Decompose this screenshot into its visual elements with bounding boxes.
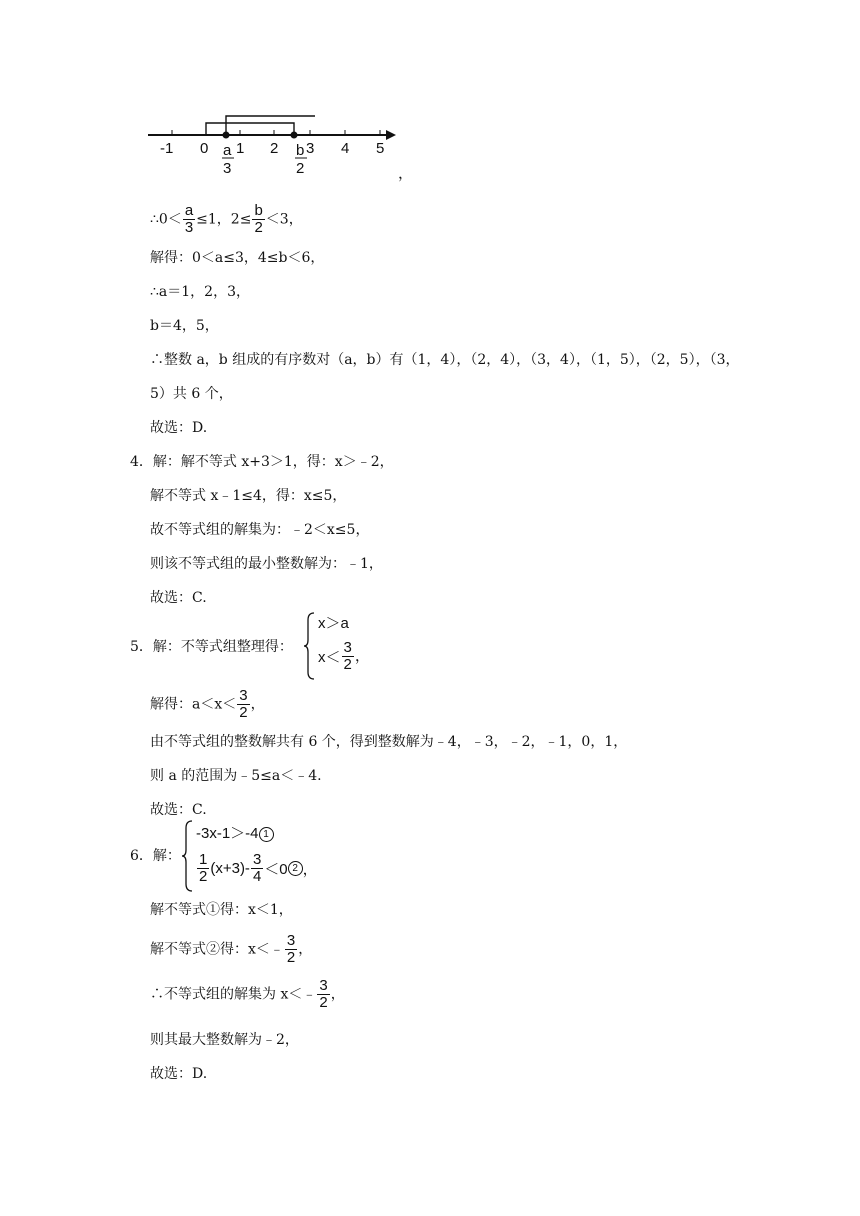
circled-number-1: 1 bbox=[259, 827, 274, 842]
mark-b-num: b bbox=[296, 142, 305, 159]
p3-line5: ∴整数 a，b 组成的有序数对（a，b）有（1，4），（2，4），（3，4），（1，5），（2，5），（3， bbox=[150, 352, 740, 368]
p6-inequality-system bbox=[182, 818, 342, 894]
p3-line2: 解得：0＜a≤3，4≤b＜6， bbox=[150, 250, 325, 266]
p6-line3: 解不等式②得：x＜﹣ $\frac{3}{2}$ ， bbox=[150, 932, 313, 966]
p5-line2: 解得：a＜x＜ $\frac{3}{2}$ ， bbox=[150, 687, 265, 721]
fraction-b-over-2: $\frac{b}{2}$ bbox=[254, 202, 263, 236]
p5-system-row2: x＜ $\frac{3}{2}$ ， bbox=[318, 639, 370, 673]
p5-answer: 故选：C. bbox=[150, 802, 207, 818]
fraction-3-over-2: $\frac{3}{2}$ bbox=[239, 687, 248, 721]
p4-answer: 故选：C. bbox=[150, 590, 207, 606]
fraction-3-over-2: $\frac{3}{2}$ bbox=[319, 977, 328, 1011]
figure-trailing-comma: ， bbox=[398, 165, 414, 182]
fraction-1-over-2: $\frac{1}{2}$ bbox=[199, 851, 208, 885]
tick-label: 2 bbox=[270, 140, 279, 157]
fraction-3-over-2: $\frac{3}{2}$ bbox=[343, 639, 352, 673]
brace-icon bbox=[304, 612, 316, 680]
p6-system-row1: -3x-1＞-4 1 bbox=[196, 822, 274, 843]
p3-answer: 故选：D. bbox=[150, 420, 208, 436]
mark-b-den: 2 bbox=[296, 160, 305, 177]
solution-bracket-lower bbox=[206, 123, 294, 135]
p6-head: 6．解： bbox=[130, 848, 181, 864]
tick-label: 4 bbox=[341, 140, 350, 157]
p5-head: 5．解：不等式组整理得： bbox=[130, 639, 293, 655]
fraction-3-over-2: $\frac{3}{2}$ bbox=[286, 932, 296, 966]
tick-label: 1 bbox=[236, 140, 245, 157]
p4-line4: 则该不等式组的最小整数解为：﹣1， bbox=[150, 556, 383, 572]
point-a-over-3 bbox=[223, 132, 230, 139]
fraction-3-over-4: $\frac{3}{4}$ bbox=[252, 851, 262, 885]
p3-line1: ∴0＜ $\frac{a}{3}$ ≤1，2≤ $\frac{b}{2}$ ＜3， bbox=[150, 202, 303, 236]
p6-answer: 故选：D. bbox=[150, 1066, 208, 1082]
p6-line4: ∴不等式组的解集为 x＜﹣ $\frac{3}{2}$ ， bbox=[150, 977, 345, 1011]
p5-line4: 则 a 的范围为﹣5≤a＜﹣4. bbox=[150, 768, 322, 784]
p6-line2: 解不等式①得：x＜1， bbox=[150, 902, 293, 918]
p4-line2: 解不等式 x﹣1≤4，得：x≤5， bbox=[150, 488, 347, 504]
solution-bracket-upper bbox=[226, 116, 315, 135]
p6-system-row2: $\frac{1}{2}$ (x+3)- $\frac{3}{4}$ ＜0 2 ， bbox=[199, 851, 318, 885]
point-b-over-2 bbox=[291, 132, 298, 139]
p4-head: 4．解：解不等式 x+3＞1，得：x＞﹣2， bbox=[130, 454, 394, 470]
number-line-figure bbox=[140, 108, 560, 198]
p6-line5: 则其最大整数解为﹣2， bbox=[150, 1032, 299, 1048]
p3-line4: b＝4，5， bbox=[150, 318, 219, 334]
circled-number-2: 2 bbox=[288, 861, 303, 876]
brace-icon bbox=[182, 820, 194, 892]
fraction-a-over-3: $\frac{a}{3}$ bbox=[184, 202, 194, 236]
p3-line6: 5）共 6 个， bbox=[150, 386, 233, 402]
mark-a-den: 3 bbox=[223, 160, 232, 177]
number-line-arrow bbox=[386, 130, 396, 140]
tick-label: 5 bbox=[376, 140, 385, 157]
tick-label: 0 bbox=[200, 140, 209, 157]
p3-line3: ∴a＝1，2，3， bbox=[150, 284, 250, 300]
p5-system-row1: x＞a bbox=[318, 615, 349, 632]
p5-line3: 由不等式组的整数解共有 6 个，得到整数解为﹣4，﹣3，﹣2，﹣1，0，1， bbox=[150, 734, 628, 750]
tick-label: -1 bbox=[160, 140, 174, 157]
p4-line3: 故不等式组的解集为：﹣2＜x≤5， bbox=[150, 522, 370, 538]
p5-inequality-system bbox=[304, 610, 374, 682]
tick-label: 3 bbox=[306, 140, 315, 157]
mark-a-num: a bbox=[223, 142, 232, 159]
